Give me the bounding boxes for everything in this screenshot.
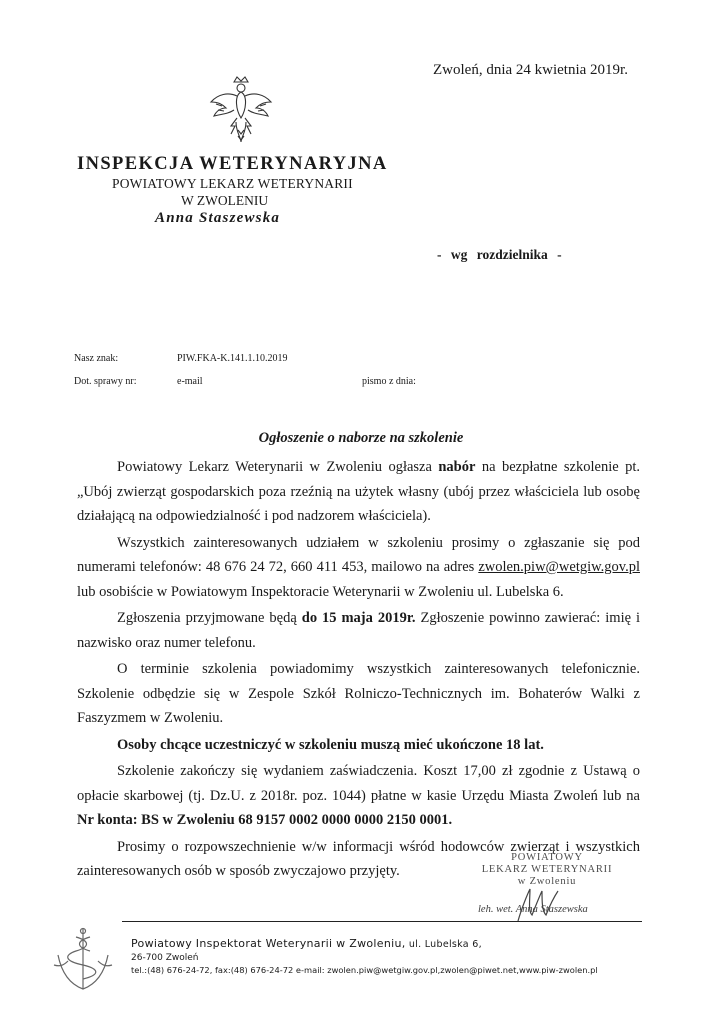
footer-institution [131,937,482,950]
office-title-line1: POWIATOWY LEKARZ WETERYNARII [112,176,353,191]
document-date: Zwoleń, dnia 24 kwietnia 2019r. [433,62,628,78]
recipient-line: - wg rozdzielnika - [437,247,562,262]
announcement-heading: Ogłoszenie o naborze na szkolenie [258,430,464,446]
official-stamp [462,852,632,888]
paragraph-4 [77,657,640,731]
p3-deadline: do 15 maja 2019r. [301,610,416,626]
p2-text-rest: lub osobiście w Powiatowym Inspektoracie Weterynarii w Zwoleniu ul. Lubelska 6. [77,583,564,600]
footer-street: ul. Lubelska 6, [405,939,482,950]
office-title-line2: W ZWOLENIU [181,193,269,208]
footer-name: Powiatowy Inspektorat Weterynarii w Zwoleniu, [131,937,406,950]
p5-age-requirement: Osoby chcące uczestniczyć w szkoleniu muszą mieć ukończone 18 lat. [117,736,544,753]
stamp-line3: w Zwoleniu [517,876,577,887]
stamp-signatory: leh. wet. Anna Staszewska [478,904,588,915]
p1-text-rest: na bezpłatne szkolenie pt. „Ubój zwierząt gospodarskich poza rzeźnią na użytek własny (ubój przez właściciela lub osobę działającą na odpowiedzialność i pod nadzorem właściciela). [77,459,640,524]
paragraph-3 [77,606,640,655]
footer-divider [122,921,642,922]
announcement-body [77,455,640,886]
p4-text: O terminie szkolenia powiadomimy wszystkich zainteresowanych telefonicznie. Szkolenie odbędzie się w Zespole Szkół Rolniczo-Technicznych im. Bohaterów Walki z Faszyzmem w Zwoleniu. [77,661,640,726]
p6-text: Szkolenie zakończy się wydaniem zaświadczenia. Koszt 17,00 zł zgodnie z Ustawą o opłacie skarbowej (tj. Dz.U. z 2018r. poz. 1044) płatne w kasie Urzędu Miasta Zwoleń lub na [77,763,640,804]
p3-text-rest: Zgłoszenie powinno zawierać: imię i nazwisko oraz numer telefonu. [77,610,641,651]
p1-text: Powiatowy Lekarz Weterynarii w Zwoleniu ogłasza [117,459,439,475]
stamp-line1: POWIATOWY [511,852,583,863]
email-link[interactable]: zwolen.piw@wetgiw.gov.pl [478,559,640,575]
stamp-line2: LEKARZ WETERYNARII [481,864,613,875]
caduceus-logo-icon [50,925,116,995]
paragraph-1 [77,455,640,529]
p7-text: Prosimy o rozpowszechnienie w/w informacji wśród hodowców zwierząt i wszystkich zainteresowanych osób w sposób zwyczajowo przyjęty. [77,838,640,879]
letter-date-label: pismo z dnia: [362,376,416,387]
footer-postal-address: 26-700 Zwoleń [131,953,199,963]
polish-eagle-emblem-icon [206,74,276,146]
case-number-value: e-mail [177,376,203,387]
our-mark-label: Nasz znak: [74,353,119,364]
paragraph-2 [77,531,640,605]
our-mark-value: PIW.FKA-K.141.1.10.2019 [177,353,288,364]
p2-text: Wszystkich zainteresowanych udziałem w szkoleniu prosimy o zgłaszanie się pod numerami telefonów: 48 676 24 72, 660 411 453, mailowo na adres [77,534,640,575]
institution-title: INSPEKCJA WETERYNARYJNA [77,154,388,174]
footer-contact: tel.:(48) 676-24-72, fax:(48) 676-24-72 e-mail: zwolen.piw@wetgiw.gov.pl,zwolen@piwet.net,www.piw-zwolen.pl [131,965,598,975]
p1-bold: nabór [438,459,476,475]
p3-text: Zgłoszenia przyjmowane będą [117,610,302,626]
case-number-label: Dot. sprawy nr: [74,376,137,387]
paragraph-5 [77,733,640,758]
paragraph-6 [77,759,640,833]
officer-name: Anna Staszewska [155,210,281,226]
p6-bank-account: Nr konta: BS w Zwoleniu 68 9157 0002 0000 0000 2150 0001. [77,812,453,828]
